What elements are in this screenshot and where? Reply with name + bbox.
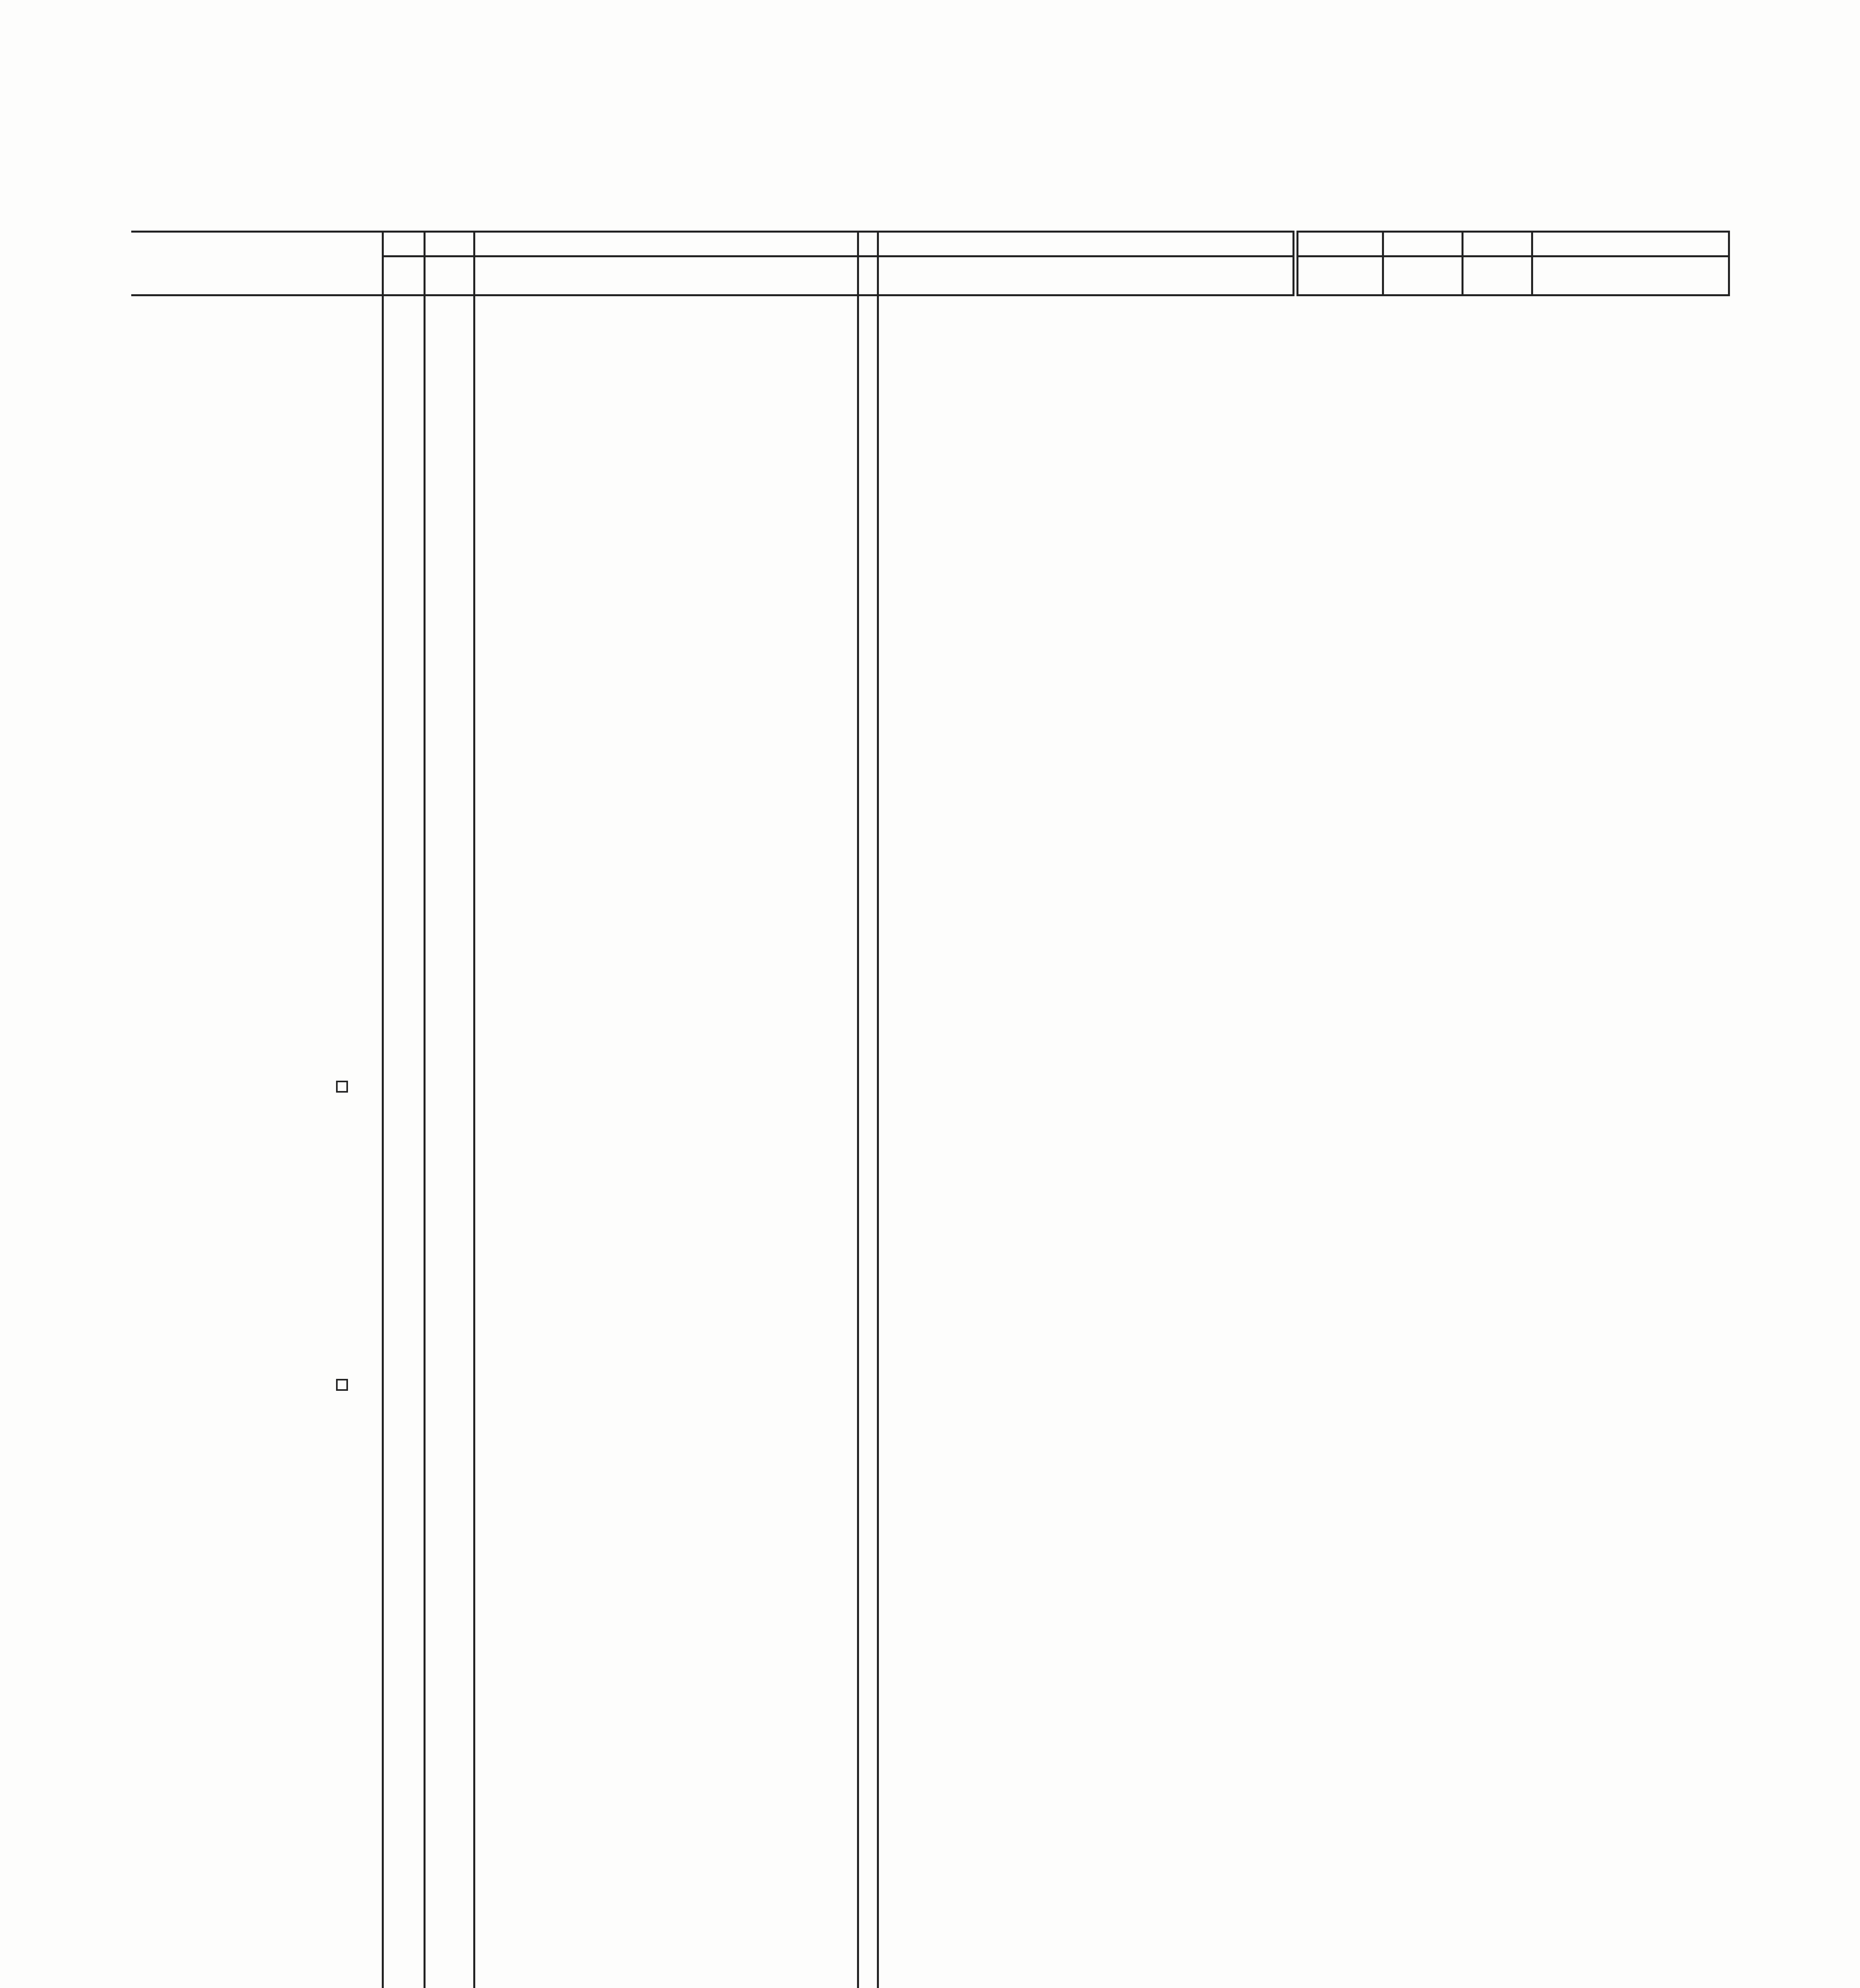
table-row [131, 927, 1730, 948]
table-row [131, 1033, 1730, 1055]
table-row [131, 1332, 1730, 1353]
table-row [131, 1097, 1730, 1119]
table-row [131, 1076, 1730, 1097]
station-group [131, 650, 1730, 778]
table-row [131, 1012, 1730, 1034]
table-row [131, 1204, 1730, 1225]
table-row [131, 863, 1730, 885]
table-row [131, 458, 1730, 480]
table-row [131, 565, 1730, 586]
station-marker-open [336, 1379, 348, 1391]
station-group [131, 1204, 1730, 1396]
header-bottom-rule-right [1296, 294, 1730, 296]
header-bottom-rule [131, 294, 1292, 296]
observation-rows [131, 309, 1730, 1417]
table-row [131, 1268, 1730, 1289]
rule-r12 [1296, 231, 1298, 296]
table-row [131, 799, 1730, 821]
station-group [131, 799, 1730, 991]
table-top-rule [131, 231, 1292, 233]
station-marker-open [336, 1081, 348, 1093]
table-row [131, 331, 1730, 352]
table-row [131, 1246, 1730, 1268]
table-row [131, 906, 1730, 927]
table-row [131, 672, 1730, 693]
table-row [131, 501, 1730, 522]
table-row [131, 714, 1730, 736]
rule-right [1728, 231, 1730, 296]
table-row [131, 821, 1730, 842]
rule-r18 [1382, 231, 1384, 296]
table-row [131, 352, 1730, 373]
table-row [131, 1374, 1730, 1396]
table-row [131, 586, 1730, 608]
table-row [131, 1140, 1730, 1161]
table-row [131, 373, 1730, 395]
table-row [131, 757, 1730, 778]
table-row [131, 735, 1730, 757]
table-row [131, 437, 1730, 458]
table-row [131, 416, 1730, 437]
table-row [131, 948, 1730, 970]
header-mid-rule-right [1296, 255, 1730, 257]
table-row [131, 650, 1730, 672]
rule-obs21-end [1292, 231, 1294, 296]
station-group [131, 1012, 1730, 1182]
station-group [131, 309, 1730, 480]
table-row [131, 884, 1730, 906]
table-row [131, 1055, 1730, 1076]
table-row [131, 1310, 1730, 1332]
table-row [131, 1118, 1730, 1140]
table-top-rule-right [1296, 231, 1730, 233]
header-mid-rule [382, 255, 1292, 257]
table-row [131, 842, 1730, 863]
table-row [131, 608, 1730, 629]
table-row [131, 394, 1730, 416]
table-row [131, 693, 1730, 714]
table-row [131, 1225, 1730, 1246]
table-row [131, 1161, 1730, 1182]
table-row [131, 1289, 1730, 1310]
table-row [131, 1353, 1730, 1374]
table-row [131, 522, 1730, 544]
rule-r06 [1462, 231, 1464, 296]
table-row [131, 309, 1730, 331]
table-row [131, 544, 1730, 565]
rule-ground [1531, 231, 1533, 296]
table-row [131, 969, 1730, 991]
station-group [131, 501, 1730, 629]
